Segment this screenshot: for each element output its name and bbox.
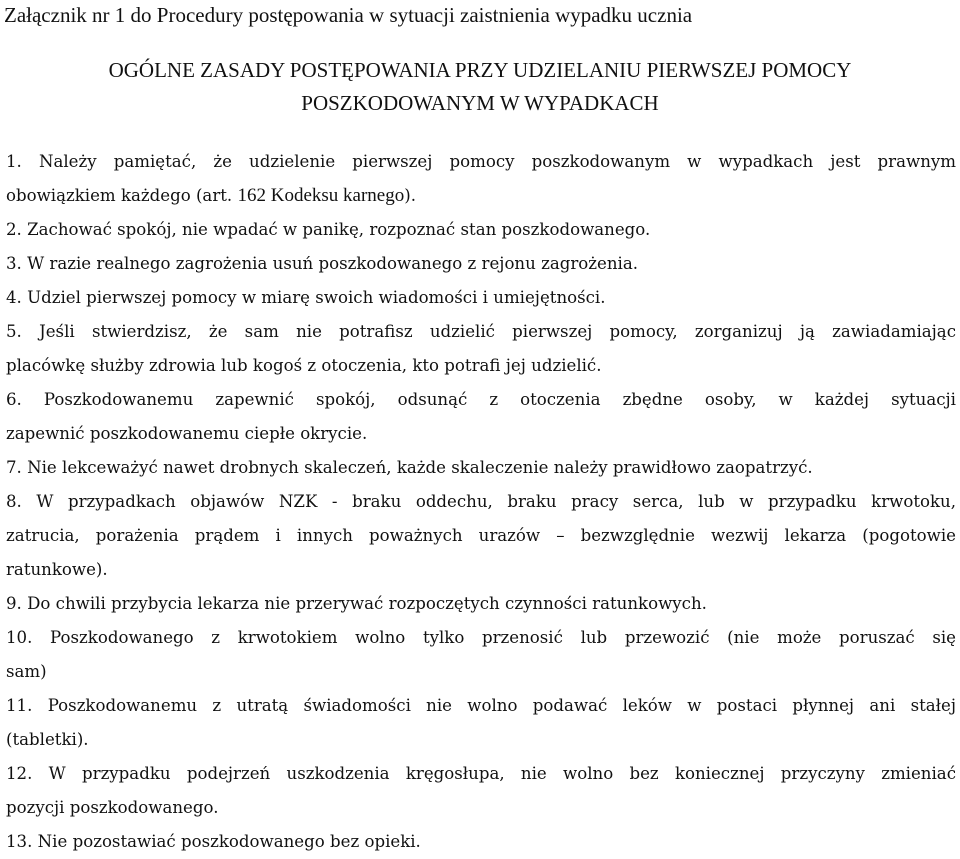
rule-line-text: obowiązkiem każdego (art. 162 Kodeksu karnego).	[6, 185, 416, 206]
rule-line: 1. Należy pamiętać, że udzielenie pierwszej pomocy poszkodowanym w wypadkach jest prawnym	[6, 152, 956, 171]
rule-line: 13. Nie pozostawiać poszkodowanego bez opieki.	[6, 832, 421, 851]
rule-line: pozycji poszkodowanego.	[6, 798, 219, 817]
rule-item-4	[6, 281, 956, 315]
rule-line: 12. W przypadku podejrzeń uszkodzenia kręgosłupa, nie wolno bez koniecznej przyczyny zmieniać	[6, 764, 956, 783]
legal-reference: 162 Kodeksu karnego	[237, 185, 405, 206]
rule-line: 3. W razie realnego zagrożenia usuń poszkodowanego z rejonu zagrożenia.	[6, 254, 638, 273]
rule-line: placówkę służby zdrowia lub kogoś z otoczenia, kto potrafi jej udzielić.	[6, 356, 602, 375]
attachment-header: Załącznik nr 1 do Procedury postępowania w sytuacji zaistnienia wypadku ucznia	[4, 3, 693, 27]
rule-line: sam)	[6, 662, 47, 681]
rule-item-9	[6, 587, 956, 621]
rule-line: zapewnić poszkodowanemu ciepłe okrycie.	[6, 424, 368, 443]
rule-item-8	[6, 485, 956, 587]
rule-item-11	[6, 689, 956, 757]
rule-item-3	[6, 247, 956, 281]
rule-line: 11. Poszkodowanemu z utratą świadomości nie wolno podawać leków w postaci płynnej ani stałej	[6, 696, 956, 715]
rule-line: 9. Do chwili przybycia lekarza nie przerywać rozpoczętych czynności ratunkowych.	[6, 594, 707, 613]
document-title-line-2: POSZKODOWANYM W WYPADKACH	[301, 91, 659, 115]
rule-item-12	[6, 757, 956, 825]
rule-line: 7. Nie lekceważyć nawet drobnych skaleczeń, każde skaleczenie należy prawidłowo zaopatrzyć.	[6, 458, 813, 477]
rule-item-13	[6, 825, 956, 859]
rule-item-1	[6, 145, 956, 213]
rule-line: 10. Poszkodowanego z krwotokiem wolno tylko przenosić lub przewozić (nie może poruszać się	[6, 628, 956, 647]
rule-line: zatrucia, porażenia prądem i innych poważnych urazów – bezwzględnie wezwij lekarza (pogotowie	[6, 526, 956, 545]
rule-line: 8. W przypadkach objawów NZK - braku oddechu, braku pracy serca, lub w przypadku krwotoku,	[6, 492, 956, 511]
rule-line: ratunkowe).	[6, 560, 108, 579]
rule-item-2	[6, 213, 956, 247]
rule-item-10	[6, 621, 956, 689]
rule-line: 5. Jeśli stwierdzisz, że sam nie potrafisz udzielić pierwszej pomocy, zorganizuj ją zawiadamiając	[6, 322, 956, 341]
first-aid-rules-list	[6, 145, 956, 859]
rule-item-6	[6, 383, 956, 451]
rule-item-5	[6, 315, 956, 383]
rule-line	[6, 179, 956, 213]
document-title-line-1: OGÓLNE ZASADY POSTĘPOWANIA PRZY UDZIELANIU PIERWSZEJ POMOCY	[108, 58, 852, 82]
rule-line: 4. Udziel pierwszej pomocy w miarę swoich wiadomości i umiejętności.	[6, 288, 606, 307]
rule-line: 6. Poszkodowanemu zapewnić spokój, odsunąć z otoczenia zbędne osoby, w każdej sytuacji	[6, 390, 956, 409]
rule-line: 2. Zachować spokój, nie wpadać w panikę, rozpoznać stan poszkodowanego.	[6, 220, 651, 239]
rule-item-7	[6, 451, 956, 485]
rule-line: (tabletki).	[6, 730, 89, 749]
